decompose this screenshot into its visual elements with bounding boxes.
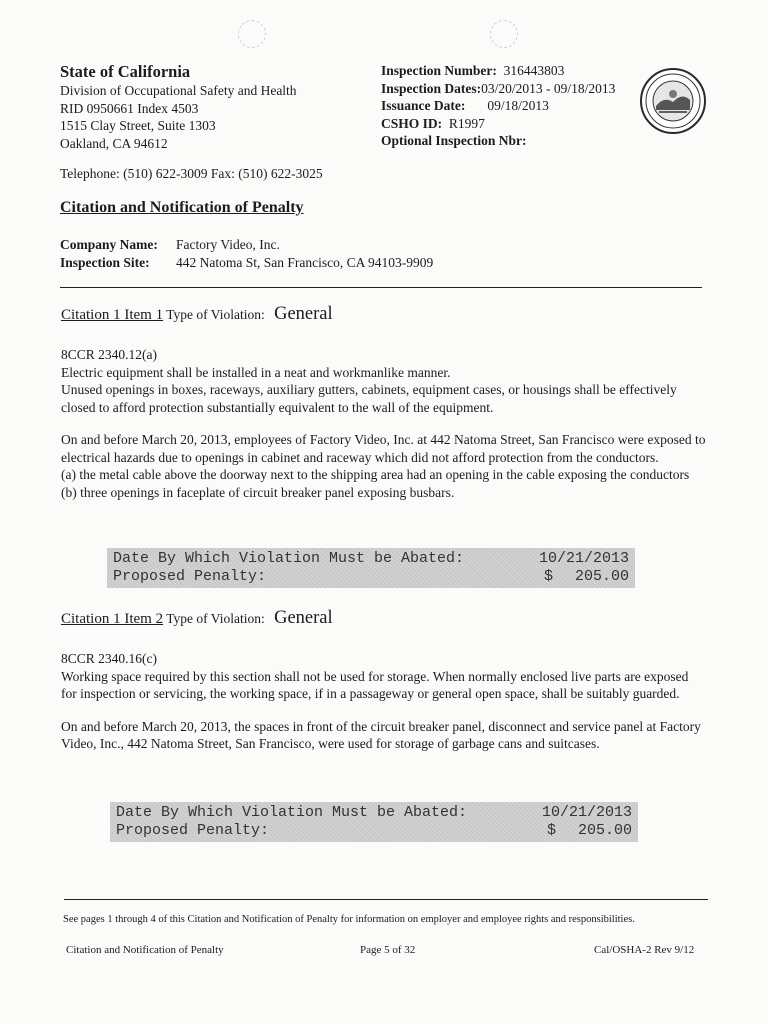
abate-date: 10/21/2013 (538, 550, 629, 567)
finding-text: On and before March 20, 2013, the spaces in front of the circuit breaker panel, disconnect and service panel at Factory Video, Inc., 442 Natoma Street, San Francisco, were used for storage of garbage cans and suitcases. (61, 718, 701, 751)
rid-index: RID 0950661 Index 4503 (60, 100, 199, 116)
regulation-code: 8CCR 2340.12(a) (61, 347, 157, 362)
violation-type: General (274, 304, 333, 324)
citation-heading (61, 304, 333, 325)
punch-hole-left (238, 20, 266, 48)
optional-inspection-label: Optional Inspection Nbr: (381, 133, 527, 148)
inspection-site-label: Inspection Site: (60, 255, 150, 270)
penalty-amount: 205.00 (574, 568, 629, 585)
penalty-currency: $ (546, 822, 556, 839)
violation-type: General (274, 608, 333, 628)
inspection-dates-label: Inspection Dates: (381, 80, 482, 96)
penalty-amount: 205.00 (577, 822, 632, 839)
issuance-date: 09/18/2013 (487, 98, 549, 113)
division-name: Division of Occupational Safety and Health (60, 83, 297, 98)
penalty-label: Proposed Penalty: (113, 568, 267, 585)
page-number: Page 5 of 32 (360, 944, 416, 956)
violation-type-label: Type of Violation: (166, 307, 265, 322)
footer-note: See pages 1 through 4 of this Citation and Notification of Penalty for information on employer and employee rights and responsibilities. (63, 914, 635, 925)
standard-text: Electric equipment shall be installed in a neat and workmanlike manner. (61, 364, 451, 380)
csho-label: CSHO ID: (381, 115, 443, 131)
abate-date-label: Date By Which Violation Must be Abated: (113, 550, 465, 567)
regulation-code: 8CCR 2340.16(c) (61, 651, 157, 666)
inspection-info (381, 62, 615, 150)
inspection-dates: 03/20/2013 - 09/18/2013 (481, 80, 616, 96)
standard-text: Unused openings in boxes, raceways, auxiliary gutters, cabinets, equipment cases, or housings shall be effectively closed to afford protection substantially equivalent to the wall of the equipment. (61, 382, 677, 415)
footer-divider (64, 899, 708, 900)
finding-text: On and before March 20, 2013, employees of Factory Video, Inc. at 442 Natoma Street, San Francisco were exposed to electrical hazards due to openings in cabinet and raceway which did not afford protection from the conductors. (61, 432, 706, 465)
company-name: Factory Video, Inc. (176, 237, 280, 252)
form-revision: Cal/OSHA-2 Rev 9/12 (594, 944, 695, 956)
abatement-box (107, 548, 635, 588)
citation-body (61, 650, 706, 753)
csho-id: R1997 (448, 115, 485, 131)
penalty-currency: $ (543, 568, 553, 585)
agency-address (60, 62, 297, 152)
abatement-box (110, 802, 638, 842)
address-line-2: Oakland, CA 94612 (60, 135, 168, 151)
footer-left: Citation and Notification of Penalty (66, 944, 224, 956)
company-name-label: Company Name: (60, 237, 158, 252)
finding-text: (a) the metal cable above the doorway next to the shipping area had an opening in the cable exposing the conductors (61, 467, 690, 482)
divider (60, 287, 702, 288)
citation-label: Citation 1 Item 1 (61, 307, 164, 323)
issuance-date-label: Issuance Date: (381, 98, 466, 113)
citation-heading (61, 608, 333, 629)
finding-text: (b) three openings in faceplate of circuit breaker panel exposing busbars. (61, 484, 455, 500)
company-info (60, 236, 433, 272)
inspection-number: 316443803 (503, 63, 565, 78)
violation-type-label: Type of Violation: (166, 611, 265, 626)
abate-date-label: Date By Which Violation Must be Abated: (116, 804, 468, 821)
standard-text: Working space required by this section shall not be used for storage. When normally enclosed live parts are exposed for inspection or servicing, the working space, if in a passageway or general open space, shall be suitably guarded. (61, 668, 689, 701)
inspection-site: 442 Natoma St, San Francisco, CA 94103-9909 (176, 255, 434, 270)
citation-body (61, 346, 706, 501)
document-title: Citation and Notification of Penalty (60, 199, 304, 216)
penalty-label: Proposed Penalty: (116, 822, 270, 839)
citation-label: Citation 1 Item 2 (61, 611, 164, 627)
state-name: State of California (60, 62, 191, 81)
abate-date: 10/21/2013 (541, 804, 632, 821)
state-seal (640, 68, 706, 134)
telephone-fax: Telephone: (510) 622-3009 Fax: (510) 622-3025 (60, 166, 323, 181)
inspection-number-label: Inspection Number: (381, 63, 497, 78)
address-line-1: 1515 Clay Street, Suite 1303 (60, 118, 216, 133)
punch-hole-right (490, 20, 518, 48)
